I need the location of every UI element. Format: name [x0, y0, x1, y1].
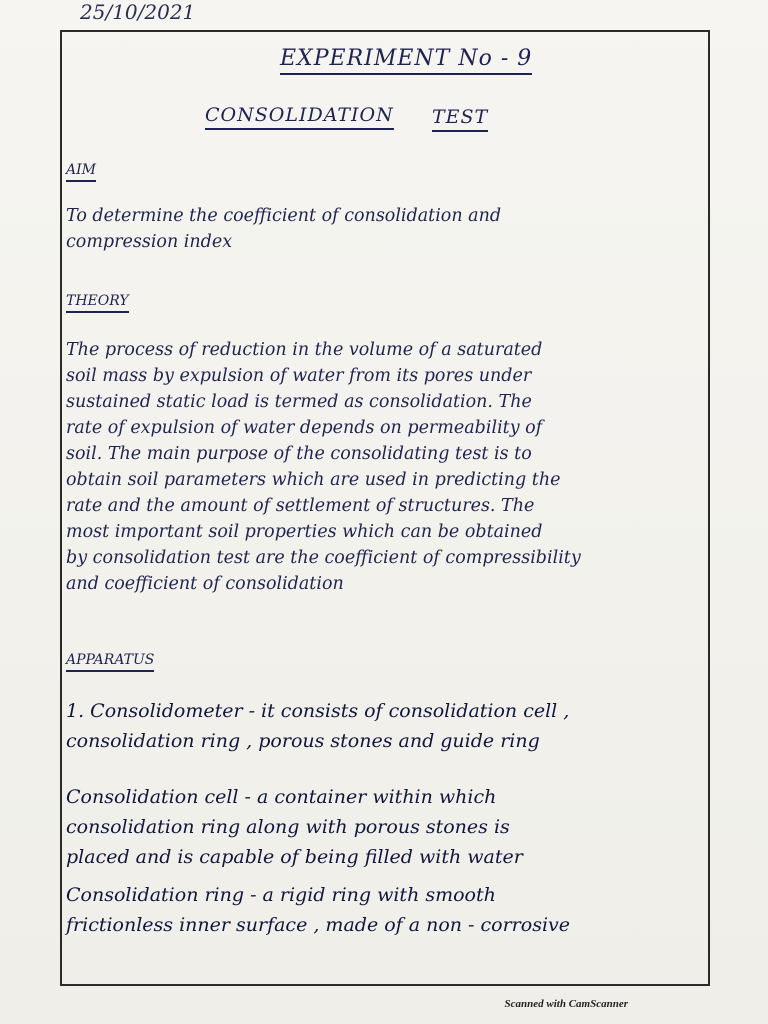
theory-line: and coefficient of consolidation [66, 574, 344, 594]
date: 25/10/2021 [80, 0, 196, 24]
theory-line: obtain soil parameters which are used in predicting the [66, 470, 561, 490]
theory-line: most important soil properties which can be obtained [66, 522, 543, 542]
apparatus-line: consolidation ring , porous stones and guide ring [66, 730, 540, 752]
apparatus-heading: APPARATUS [66, 652, 154, 672]
theory-line: The process of reduction in the volume of a saturated [66, 340, 543, 360]
theory-line: rate of expulsion of water depends on permeability of [66, 418, 543, 438]
apparatus-line: Consolidation cell - a container within which [66, 786, 497, 808]
theory-line: by consolidation test are the coefficient of compressibility [66, 548, 581, 568]
experiment-heading: EXPERIMENT No - 9 [280, 46, 532, 75]
theory-line: rate and the amount of settlement of structures. The [66, 496, 535, 516]
theory-line: soil. The main purpose of the consolidating test is to [66, 444, 532, 464]
apparatus-line: 1. Consolidometer - it consists of consolidation cell , [66, 700, 570, 722]
apparatus-line: consolidation ring along with porous stones is [66, 816, 510, 838]
apparatus-line: Consolidation ring - a rigid ring with smooth [66, 884, 496, 906]
apparatus-line: frictionless inner surface , made of a non - corrosive [66, 914, 571, 936]
aim-line: compression index [66, 232, 233, 252]
theory-heading: THEORY [66, 293, 129, 313]
aim-line: To determine the coefficient of consolidation and [66, 206, 502, 226]
scanner-watermark: Scanned with CamScanner [504, 998, 628, 1010]
theory-line: sustained static load is termed as consolidation. The [66, 392, 532, 412]
apparatus-line: placed and is capable of being filled with water [66, 846, 523, 868]
theory-line: soil mass by expulsion of water from its pores under [66, 366, 532, 386]
title-consolidation: CONSOLIDATION [205, 104, 394, 130]
title-test: TEST [432, 106, 488, 132]
aim-heading: AIM [66, 162, 96, 182]
